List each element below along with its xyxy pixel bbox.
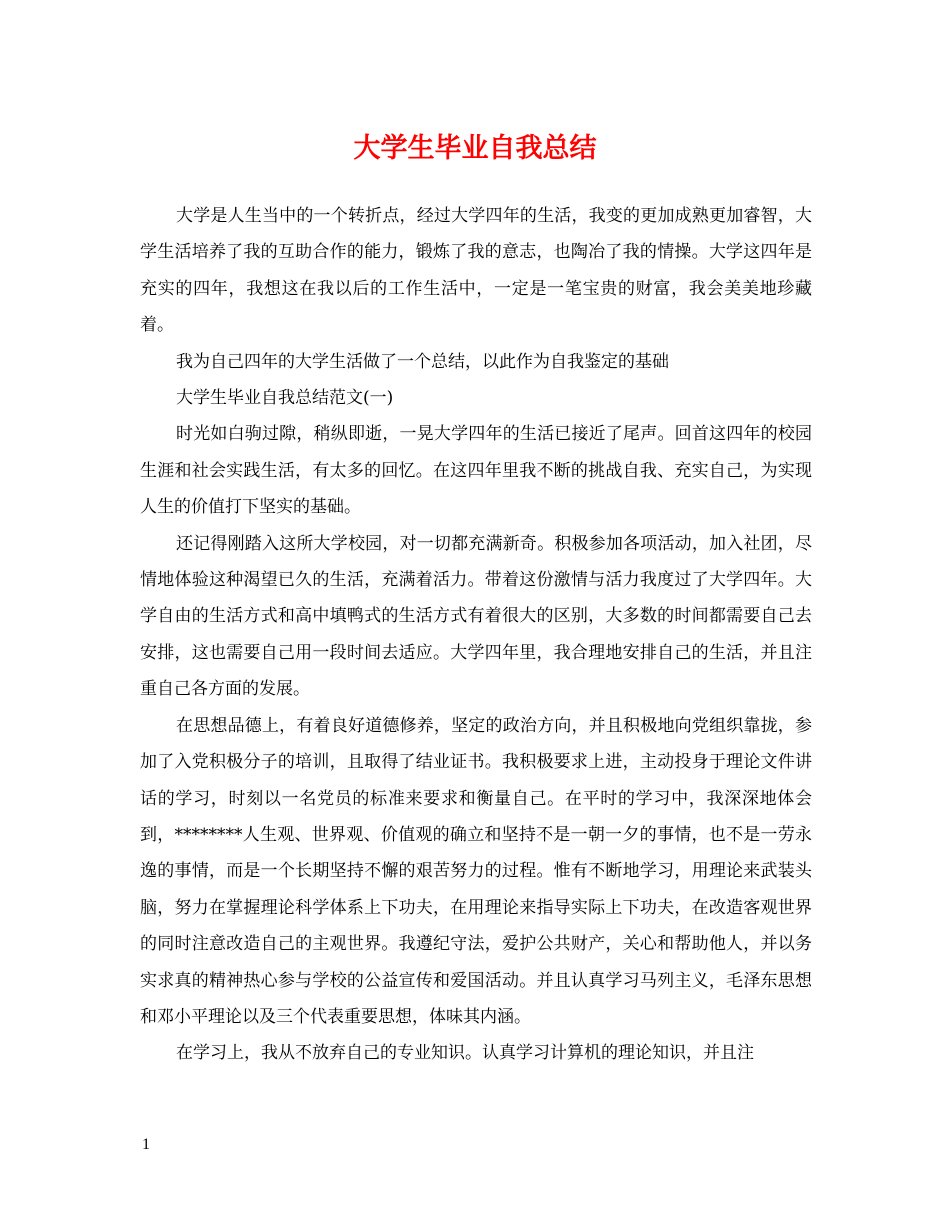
document-body [140,198,812,1072]
page-number: 1 [142,1136,150,1153]
paragraph-time-flies: 时光如白驹过隙，稍纵即逝，一晃大学四年的生活已接近了尾声。回首这四年的校园生涯和社会实践生活，有太多的回忆。在这四年里我不断的挑战自我、充实自己，为实现人生的价值打下坚实的基础。 [140,424,812,518]
paragraph-summary-basis: 我为自己四年的大学生活做了一个总结，以此作为自我鉴定的基础 [176,351,669,372]
paragraph-campus-life: 还记得刚踏入这所大学校园，对一切都充满新奇。积极参加各项活动，加入社团，尽情地体验这种渴望已久的生活，充满着活力。带着这份激情与活力我度过了大学四年。大学自由的生活方式和高中填鸭式的生活方式有着很大的区别，大多数的时间都需要自己去安排，这也需要自己用一段时间去适应。大学四年里，我合理地安排自己的生活，并且注重自己各方面的发展。 [140,533,812,700]
paragraph-ideology: 在思想品德上，有着良好道德修养，坚定的政治方向，并且积极地向党组织靠拢，参加了入党积极分子的培训，且取得了结业证书。我积极要求上进，主动投身于理论文件讲话的学习，时刻以一名党员的标准来要求和衡量自己。在平时的学习中，我深深地体会到，********人生观、世界观、价值观的确立和坚持不是一朝一夕的事情，也不是一劳永逸的事情，而是一个长期坚持不懈的艰苦努力的过程。惟有不断地学习，用理论来武装头脑，努力在掌握理论科学体系上下功夫，在用理论来指导实际上下功夫，在改造客观世界的同时注意改造自己的主观世界。我遵纪守法，爱护公共财产，关心和帮助他人，并以务实求真的精神热心参与学校的公益宣传和爱国活动。并且认真学习马列主义，毛泽东思想和邓小平理论以及三个代表重要思想，体味其内涵。 [140,715,812,1027]
paragraph-study: 在学习上，我从不放弃自己的专业知识。认真学习计算机的理论知识，并且注 [176,1043,754,1064]
document-title: 大学生毕业自我总结 [353,133,597,164]
paragraph-section-heading: 大学生毕业自我总结范文(一) [176,388,394,409]
paragraph-intro: 大学是人生当中的一个转折点，经过大学四年的生活，我变的更加成熟更加睿智，大学生活培养了我的互助合作的能力，锻炼了我的意志，也陶冶了我的情操。大学这四年是充实的四年，我想这在我以后的工作生活中，一定是一笔宝贵的财富，我会美美地珍藏着。 [140,206,812,336]
